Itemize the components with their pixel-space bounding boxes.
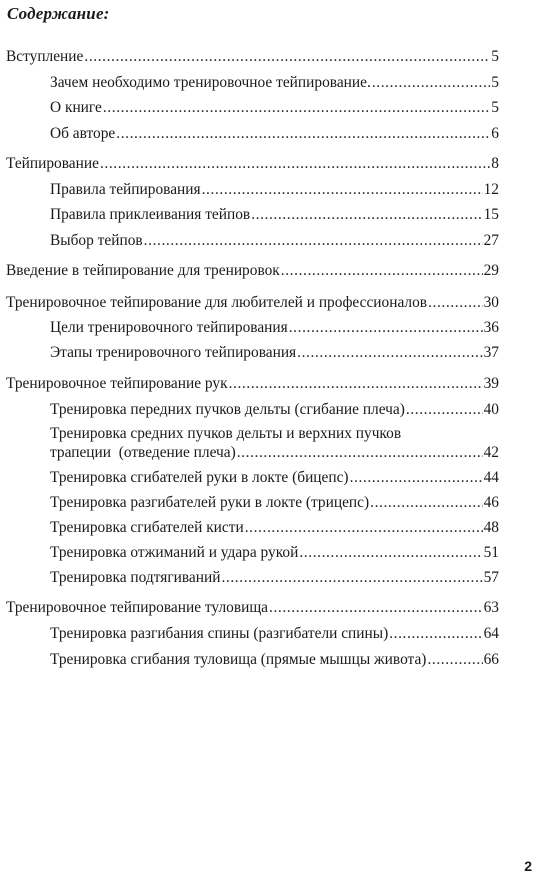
toc-entry — [6, 598, 499, 617]
toc-entry-page: 64 — [483, 625, 499, 642]
toc-entry — [50, 650, 499, 669]
toc-entry-title: Тренировка подтягиваний — [50, 569, 221, 586]
toc-entry-page: 51 — [483, 544, 499, 561]
leader-dots — [116, 124, 490, 143]
leader-dots — [389, 624, 482, 643]
toc-entry-page: 42 — [483, 444, 499, 461]
toc-entry-page: 40 — [483, 401, 499, 418]
leader-dots — [245, 518, 483, 537]
toc-entry — [50, 518, 499, 537]
leader-dots — [281, 261, 483, 280]
toc-entry — [50, 73, 499, 92]
toc-entry-page: 39 — [483, 375, 499, 392]
leader-dots — [350, 468, 483, 487]
toc-entry-page: 36 — [483, 319, 499, 336]
leader-dots — [221, 568, 482, 587]
leader-dots — [297, 343, 482, 362]
toc-entry-page: 57 — [483, 569, 499, 586]
toc-entry-title: Тренировка сгибателей руки в локте (бицепс) — [50, 469, 349, 486]
toc-entry — [50, 424, 499, 462]
leader-dots — [427, 650, 482, 669]
toc-entry-title: Правила тейпирования — [50, 181, 201, 198]
toc-entry — [6, 154, 499, 173]
toc-entry-title: Тренировочное тейпирование рук — [6, 375, 228, 392]
toc-entry-title-line2: трапеции (отведение плеча) — [50, 444, 236, 461]
leader-dots — [84, 47, 490, 66]
toc-entry-title: Тренировка отжиманий и удара рукой — [50, 544, 299, 561]
toc-entry — [50, 543, 499, 562]
toc-entry-title: Тренировочное тейпирование для любителей и профессионалов — [6, 294, 428, 311]
toc-entry-title: Этапы тренировочного тейпирования — [50, 344, 297, 361]
leader-dots — [370, 493, 482, 512]
toc-entry-page: 30 — [483, 294, 499, 311]
leader-dots — [144, 231, 483, 250]
leader-dots — [251, 205, 482, 224]
toc-entry-title: О книге — [50, 99, 102, 116]
leader-dots — [269, 598, 483, 617]
toc-entry — [6, 261, 499, 280]
toc-entry-title: Тейпирование — [6, 155, 99, 172]
toc-entry — [50, 568, 499, 587]
leader-dots — [229, 374, 483, 393]
leader-dots — [428, 293, 483, 312]
leader-dots — [202, 180, 483, 199]
toc-entry — [50, 343, 499, 362]
toc-entry-title: Тренировка разгибателей руки в локте (трицепс) — [50, 494, 370, 511]
toc-entry — [50, 624, 499, 643]
leader-dots — [103, 98, 490, 117]
toc-entry-title: Тренировка передних пучков дельты (сгибание плеча) — [50, 401, 405, 418]
toc-entry — [50, 318, 499, 337]
toc-entry-title: Тренировочное тейпирование туловища — [6, 599, 269, 616]
toc-entry-page: 63 — [483, 599, 499, 616]
toc-entry-title-line1: Тренировка средних пучков дельты и верхних пучков — [50, 425, 402, 442]
toc-entry-title: Цели тренировочного тейпирования — [50, 319, 288, 336]
toc-entry-title: Тренировка сгибателей кисти — [50, 519, 244, 536]
toc-entry-page: 48 — [483, 519, 499, 536]
toc-entry-page: 8 — [491, 155, 499, 172]
toc-entry-title: Правила приклеивания тейпов — [50, 206, 251, 223]
toc-entry-page: 66 — [483, 651, 499, 668]
toc-entry-page: 46 — [483, 494, 499, 511]
page-number: 2 — [524, 858, 532, 874]
toc-entry-page: 29 — [483, 262, 499, 279]
toc-entry-title: Выбор тейпов — [50, 232, 143, 249]
toc-entry-page: 5 — [491, 48, 499, 65]
toc-entry — [50, 124, 499, 143]
leader-dots — [299, 543, 482, 562]
leader-dots — [372, 73, 490, 92]
toc-entry-page: 15 — [483, 206, 499, 223]
toc-entry-page: 12 — [483, 181, 499, 198]
toc-entry-page: 44 — [483, 469, 499, 486]
toc-entry — [50, 98, 499, 117]
toc-entry-title: Об авторе — [50, 125, 116, 142]
toc-entry — [50, 468, 499, 487]
toc-entry-title: Зачем необходимо тренировочное тейпирование. — [50, 74, 371, 91]
toc-entry — [50, 231, 499, 250]
toc-entry — [6, 47, 499, 66]
toc-entry — [50, 205, 499, 224]
toc-entry — [50, 400, 499, 419]
leader-dots — [289, 318, 483, 337]
leader-dots — [100, 154, 490, 173]
leader-dots — [237, 443, 483, 462]
toc-entry-title: Введение в тейпирование для тренировок — [6, 262, 280, 279]
toc-entry-title: Тренировка сгибания туловища (прямые мышцы живота) — [50, 651, 427, 668]
toc-entry-page: 27 — [483, 232, 499, 249]
toc-entry-title: Тренировка разгибания спины (разгибатели спины) — [50, 625, 389, 642]
leader-dots — [406, 400, 483, 419]
toc-entry-title: Вступление — [6, 48, 84, 65]
toc-entry — [50, 493, 499, 512]
contents-heading: Содержание: — [7, 4, 110, 23]
toc-entry — [6, 293, 499, 312]
toc-entry — [6, 374, 499, 393]
toc-entry-page: 5 — [491, 99, 499, 116]
toc-entry-page: 37 — [483, 344, 499, 361]
toc-entry — [50, 180, 499, 199]
toc-entry-page: 6 — [491, 125, 499, 142]
toc-entry-page: 5 — [491, 74, 499, 91]
